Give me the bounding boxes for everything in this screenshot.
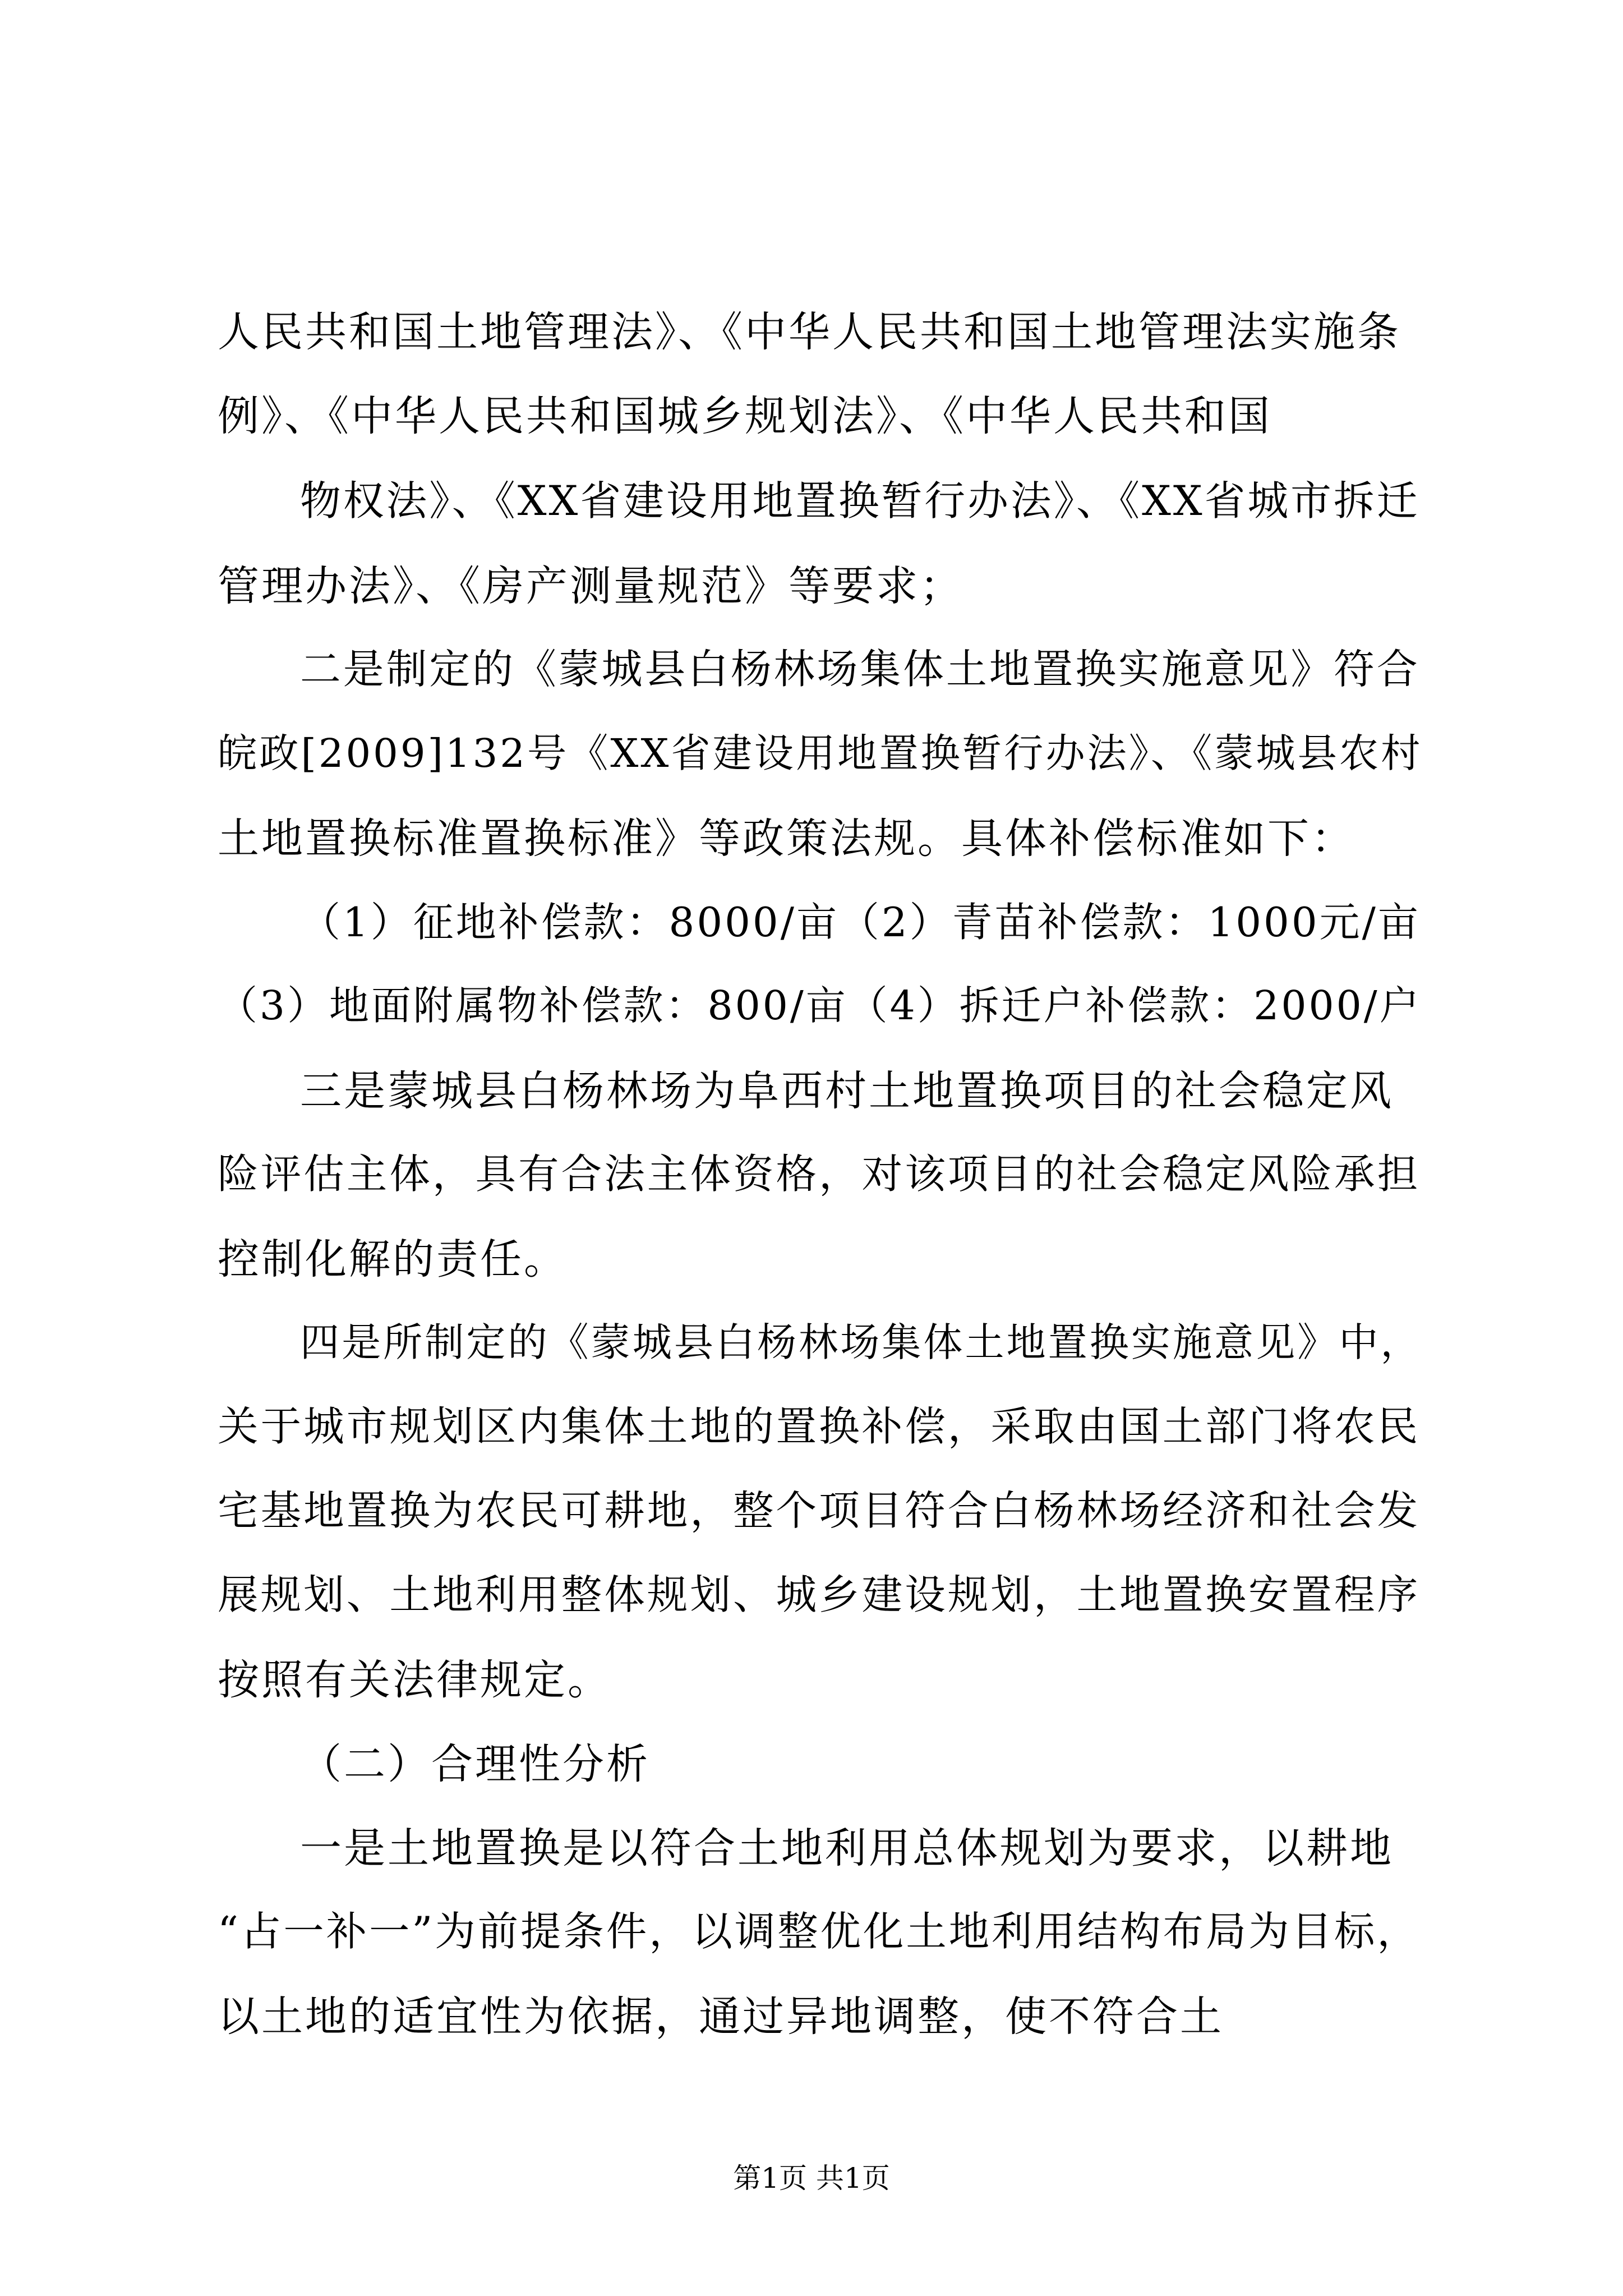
text-line-1: 人民共和国土地管理法》、《中华人民共和国土地管理法实施条 [218,308,1401,356]
text-line-5: 二是制定的《蒙城县白杨林场集体土地置换实施意见》符合 [300,646,1420,693]
text-line-11: 险评估主体，具有合法主体资格，对该项目的社会稳定风险承担 [218,1151,1421,1198]
text-line-15: 宅基地置换为农民可耕地，整个项目符合白杨林场经济和社会发 [218,1488,1421,1535]
text-line-13: 四是所制定的《蒙城县白杨林场集体土地置换实施意见》中， [300,1319,1422,1365]
text-line-4: 管理办法》、《房产测量规范》等要求； [218,562,963,610]
text-line-19: 一是土地置换是以符合土地利用总体规划为要求，以耕地 [300,1824,1394,1872]
text-line-3: 物权法》、《XX省建设用地置换暂行办法》、《XX省城市拆迁 [300,477,1420,525]
text-line-12: 控制化解的责任。 [218,1235,568,1283]
section-heading: （二）合理性分析 [300,1740,650,1788]
text-line-2: 例》、《中华人民共和国城乡规划法》、《中华人民共和国 [218,392,1272,440]
text-line-8: （1）征地补偿款：8000/亩（2）青苗补偿款：1000元/亩 [300,899,1421,946]
text-line-10: 三是蒙城县白杨林场为阜西村土地置换项目的社会稳定风 [300,1067,1394,1115]
text-line-21: 以土地的适宜性为依据，通过异地调整，使不符合土 [218,1993,1224,2041]
page-footer: 第1页 共1页 [733,2162,890,2194]
text-line-6: 皖政[2009]132号《XX省建设用地置换暂行办法》、《蒙城县农村 [218,730,1423,776]
text-line-7: 土地置换标准置换标准》等政策法规。具体补偿标准如下： [218,815,1355,863]
text-line-14: 关于城市规划区内集体土地的置换补偿，采取由国土部门将农民 [218,1404,1421,1451]
text-line-20: “占一补一”为前提条件，以调整优化土地利用结构布局为目标， [218,1908,1420,1955]
text-line-16: 展规划、土地利用整体规划、城乡建设规划，土地置换安置程序 [218,1572,1421,1619]
text-line-9: （3）地面附属物补偿款：800/亩（4）拆迁户补偿款：2000/户 [218,982,1422,1029]
text-line-17: 按照有关法律规定。 [218,1656,611,1704]
